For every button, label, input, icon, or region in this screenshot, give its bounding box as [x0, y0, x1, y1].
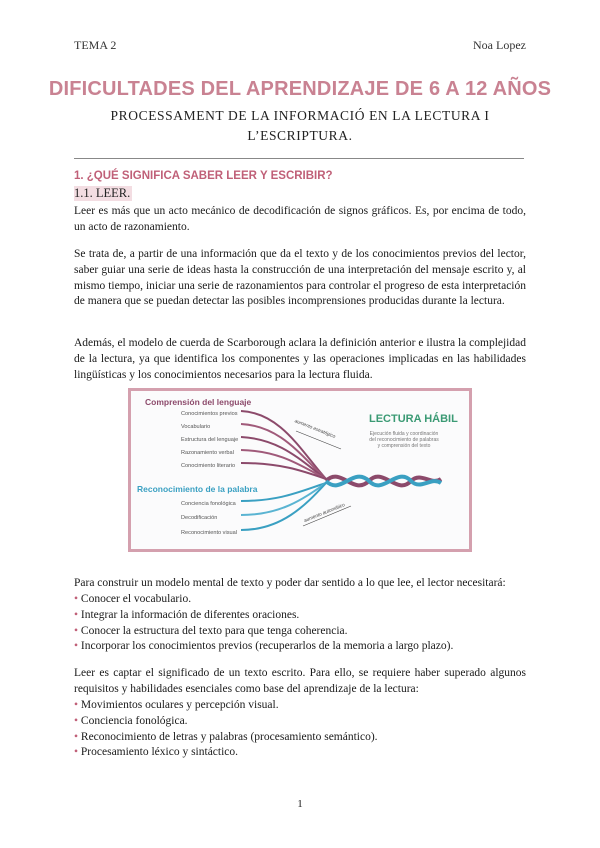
figure-top-item: Conocimiento literario — [181, 463, 236, 469]
figure-bottom-item: Conciencia fonológica — [181, 501, 236, 507]
needs-list — [74, 592, 526, 655]
figure-automatic-label: aumento automático — [303, 503, 346, 524]
paragraph-definition: Se trata de, a partir de una información que da el texto y de los conocimientos previos del lector, saber guiar una serie de ideas hasta la construcción de una interpretación del mensaje escrito y, al mismo tiempo, iniciar una serie de razonamientos para controlar el progreso de esta interpretación de manera que se puedan detectar las posibles incomprensiones producidas durante la lectura. — [74, 248, 526, 308]
figure-bottom-item: Decodificación — [181, 515, 218, 521]
list-item: • Conocer el vocabulario. — [74, 592, 526, 608]
list-item: • Incorporar los conocimientos previos (recuperarlos de la memoria a largo plazo). — [74, 639, 526, 655]
page-number: 1 — [297, 798, 303, 810]
figure-strategic-label: aumento estratégico — [293, 419, 336, 440]
figure-top-item: Razonamiento verbal — [181, 450, 234, 456]
figure-top-item: Estructura del lenguaje — [181, 437, 239, 443]
list-item: • Conocer la estructura del texto para que tenga coherencia. — [74, 624, 526, 640]
figure-heading-language: Comprensión del lenguaje — [145, 397, 252, 407]
figure-top-item: Conocimientos previos — [181, 411, 238, 417]
list-item: • Procesamiento léxico y sintáctico. — [74, 745, 526, 761]
paragraph-scarborough: Además, el modelo de cuerda de Scarborough aclara la definición anterior e ilustra la complejidad de la lectura, ya que identifica los componentes y las operaciones implicadas en las habilidades lingüísticas y los conocimientos necesarios para la lectura fluida. — [74, 337, 526, 381]
list-item: • Conciencia fonológica. — [74, 714, 526, 730]
subsection-heading: 1.1. LEER. — [74, 186, 131, 200]
requisites-list — [74, 698, 526, 761]
list-item: • Movimientos oculares y percepción visual. — [74, 698, 526, 714]
header-author: Noa Lopez — [473, 38, 526, 52]
figure-result-text: Ejecución fluida y coordinación del reconocimiento de palabras y comprensión del texto — [369, 431, 439, 449]
title-divider — [74, 158, 524, 159]
figure-result-title: LECTURA HÁBIL — [369, 413, 458, 425]
section-heading: 1. ¿QUÉ SIGNIFICA SABER LEER Y ESCRIBIR? — [74, 170, 333, 182]
figure-top-item: Vocabulario — [181, 424, 211, 430]
paragraph-intro: Leer es más que un acto mecánico de decodificación de signos gráficos. Es, por encima de todo, un acto de razonamiento. — [74, 205, 526, 233]
scarborough-rope-figure — [128, 388, 472, 552]
list-item: • Integrar la información de diferentes oraciones. — [74, 608, 526, 624]
figure-bottom-item: Reconocimiento visual — [181, 530, 237, 536]
header-topic: TEMA 2 — [74, 38, 117, 52]
page-subtitle: PROCESSAMENT DE LA INFORMACIÓ EN LA LECTURA I L’ESCRIPTURA. — [110, 108, 490, 143]
figure-heading-word: Reconocimiento de la palabra — [137, 484, 258, 494]
list-item: • Reconocimiento de letras y palabras (procesamiento semántico). — [74, 730, 526, 746]
page-title: DIFICULTADES DEL APRENDIZAJE DE 6 A 12 AÑOS — [48, 78, 552, 100]
paragraph-needs-intro: Para construir un modelo mental de texto y poder dar sentido a lo que lee, el lector necesitará: — [74, 577, 506, 589]
paragraph-requisites-intro: Leer es captar el significado de un texto escrito. Para ello, se requiere haber superado algunos requisitos y habilidades esenciales como base del aprendizaje de la lectura: — [74, 667, 526, 695]
